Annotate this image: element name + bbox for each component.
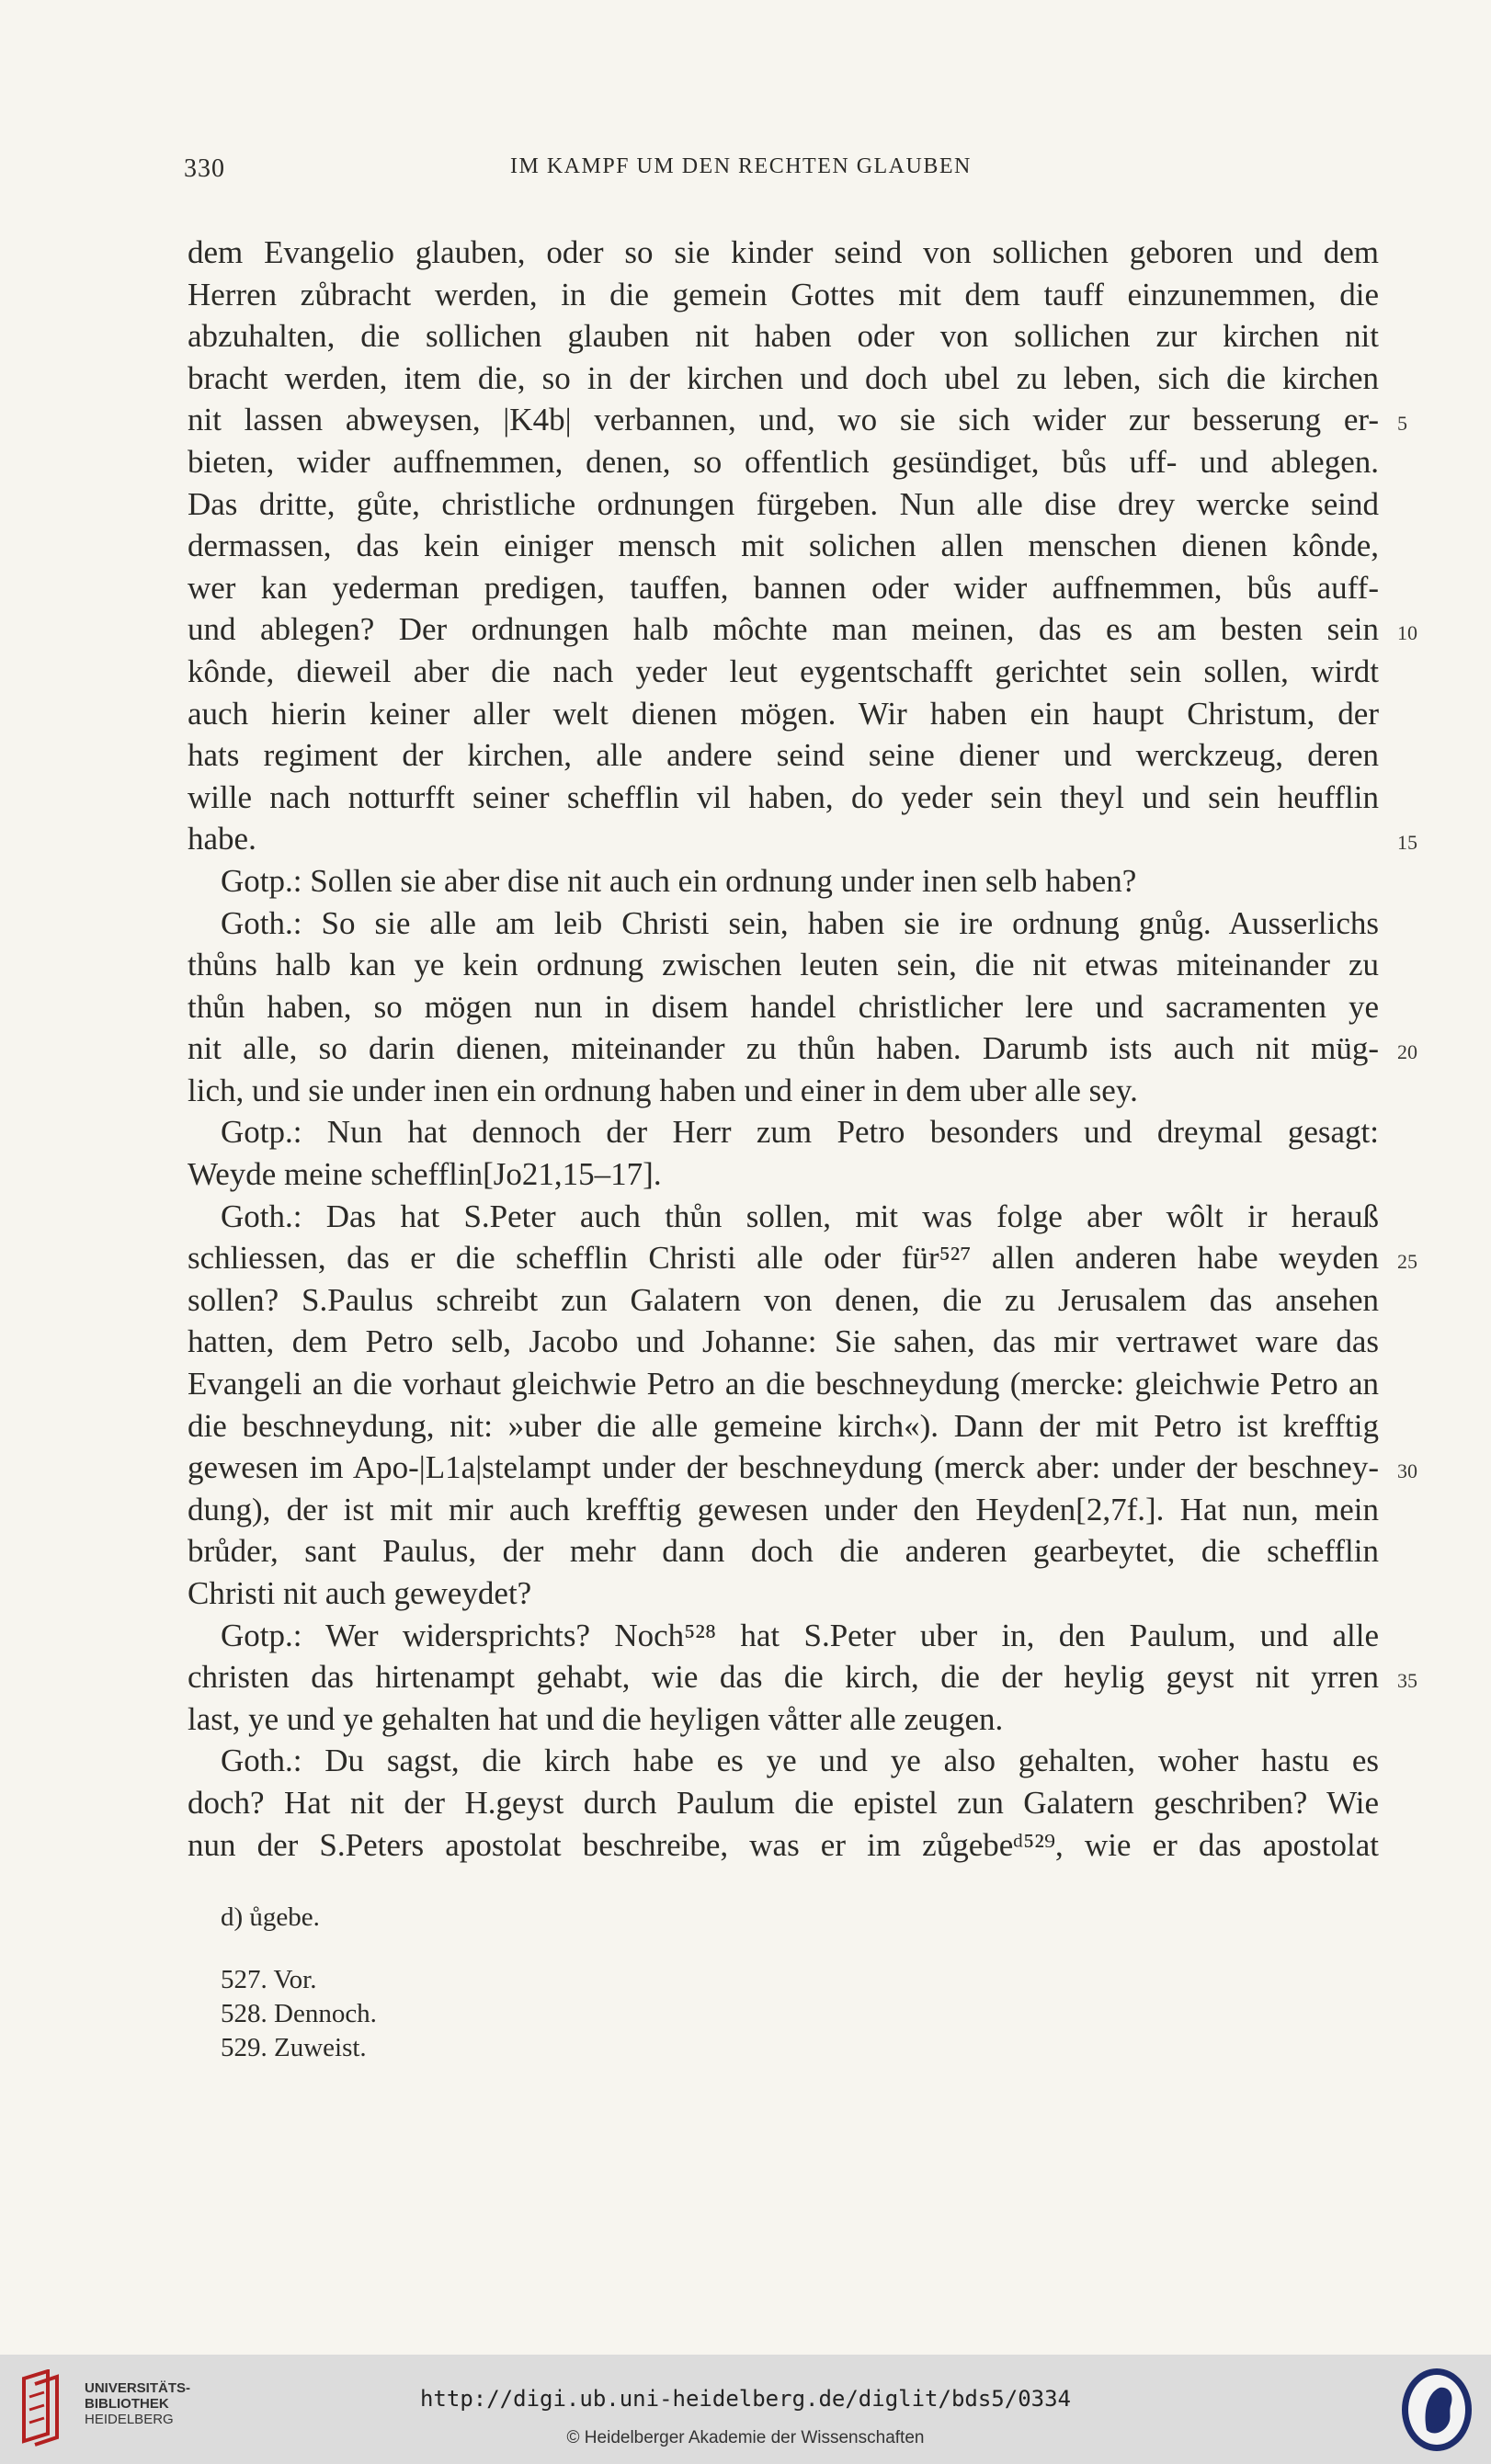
- text-line: Goth.: Das hat S.Peter auch thůn sollen, mit was folge aber wôlt ir herauß: [221, 1198, 1379, 1234]
- text-line: hatten, dem Petro selb, Jacobo und Johanne: Sie sahen, das mir vertrawet ware das: [188, 1323, 1379, 1360]
- text-line: doch? Hat nit der H.geyst durch Paulum die epistel zun Galatern geschriben? Wie: [188, 1784, 1379, 1821]
- text-line: nit alle, so darin dienen, miteinander zu thůn haben. Darumb ists auch nit müg-: [188, 1030, 1379, 1067]
- text-line: auch hierin keiner aller welt dienen mögen. Wir haben ein haupt Christum, der: [188, 695, 1379, 732]
- text-line: kônde, dieweil aber die nach yeder leut eygentschafft gerichtet sein sollen, wirdt: [188, 653, 1379, 689]
- text-line: hats regiment der kirchen, alle andere seind seine diener und werckzeug, deren: [188, 737, 1379, 774]
- line-number: 5: [1397, 412, 1407, 436]
- page-header: [184, 154, 1379, 191]
- running-title: IM KAMPF UM DEN RECHTEN GLAUBEN: [510, 154, 972, 178]
- footnote-528: 528. Dennoch.: [221, 1999, 377, 2028]
- text-line: Herren zůbracht werden, in die gemein Gottes mit dem tauff einzunemmen, die: [188, 276, 1379, 312]
- text-line: die beschneydung, nit: »uber die alle gemeine kirch«). Dann der mit Petro ist krefftig: [188, 1407, 1379, 1444]
- source-url-link[interactable]: http://digi.ub.uni-heidelberg.de/diglit/bds5/0334: [419, 2386, 1071, 2412]
- line-number: 25: [1397, 1250, 1417, 1274]
- text-line: christen das hirtenampt gehabt, wie das die kirch, die der heylig geyst nit yrren: [188, 1659, 1379, 1696]
- viewer-footer: [0, 2355, 1491, 2464]
- text-line: schliessen, das er die schefflin Christi alle oder für⁵²⁷ allen anderen habe weyden: [188, 1240, 1379, 1277]
- text-line: dem Evangelio glauben, oder so sie kinder seind von sollichen geboren und dem: [188, 234, 1379, 270]
- text-line: bieten, wider auffnemmen, denen, so offentlich gesündiget, bůs uff- und ablegen.: [188, 443, 1379, 480]
- text-line: Goth.: So sie alle am leib Christi sein, haben sie ire ordnung gnůg. Ausserlichs: [221, 904, 1379, 941]
- text-line: Christi nit auch geweydet?: [188, 1575, 532, 1611]
- text-line: bracht werden, item die, so in der kirchen und doch ubel zu leben, sich die kirchen: [188, 359, 1379, 396]
- text-line: thůns halb kan ye kein ordnung zwischen leuten sein, die nit etwas miteinander zu: [188, 947, 1379, 983]
- text-line: brůder, sant Paulus, der mehr dann doch die anderen gearbeytet, die schefflin: [188, 1533, 1379, 1570]
- academy-seal-icon: [1399, 2366, 1474, 2454]
- line-number: 20: [1397, 1040, 1417, 1064]
- text-line: dung), der ist mit mir auch krefftig gewesen under den Heyden[2,7f.]. Hat nun, mein: [188, 1491, 1379, 1527]
- text-line: Gotp.: Nun hat dennoch der Herr zum Petro besonders und dreymal gesagt:: [221, 1114, 1379, 1151]
- footnote-527: 527. Vor.: [221, 1965, 317, 1994]
- text-line: nit lassen abweysen, |K4b| verbannen, und, wo sie sich wider zur besserung er-: [188, 402, 1379, 438]
- body-text: [188, 232, 1379, 1866]
- text-line: nun der S.Peters apostolat beschreibe, was er im zůgebeᵈ⁵²⁹, wie er das apostolat: [188, 1826, 1379, 1863]
- text-line: Weyde meine schefflin[Jo21,15–17].: [188, 1156, 662, 1193]
- footnote-529: 529. Zuweist.: [221, 2033, 367, 2062]
- text-line: dermassen, das kein einiger mensch mit solichen allen menschen dienen kônde,: [188, 528, 1379, 564]
- line-number: 30: [1397, 1459, 1417, 1483]
- text-line: lich, und sie under inen ein ordnung haben und einer in dem uber alle sey.: [188, 1072, 1138, 1108]
- text-line: abzuhalten, die sollichen glauben nit haben oder von sollichen zur kirchen nit: [188, 318, 1379, 355]
- line-number: 10: [1397, 621, 1417, 645]
- footnote-list: [221, 1963, 377, 2065]
- text-line: und ablegen? Der ordnungen halb môchte man meinen, das es am besten sein: [188, 611, 1379, 648]
- copyright-notice: © Heidelberger Akademie der Wissenschaften: [566, 2428, 925, 2447]
- text-line: last, ye und ye gehalten hat und die heyligen våtter alle zeugen.: [188, 1700, 1004, 1737]
- text-line: Gotp.: Sollen sie aber dise nit auch ein ordnung under inen selb haben?: [221, 862, 1137, 899]
- text-line: habe.: [188, 821, 256, 857]
- text-line: thůn haben, so mögen nun in disem handel christlicher lere und sacramenten ye: [188, 988, 1379, 1025]
- text-line: Das dritte, gůte, christliche ordnungen fürgeben. Nun alle dise drey wercke seind: [188, 485, 1379, 522]
- text-line: gewesen im Apo-|L1a|stelampt under der beschneydung (merck aber: under der beschney-: [188, 1449, 1379, 1486]
- text-line: wille nach notturfft seiner schefflin vil haben, do yeder sein theyl und sein heufflin: [188, 778, 1379, 815]
- text-line: Evangeli an die vorhaut gleichwie Petro an die beschneydung (mercke: gleichwie Petro an: [188, 1366, 1379, 1402]
- text-line: wer kan yederman predigen, tauffen, bannen oder wider auffnemmen, bůs auff-: [188, 569, 1379, 606]
- text-line: sollen? S.Paulus schreibt zun Galatern von denen, die zu Jerusalem das ansehen: [188, 1281, 1379, 1318]
- text-line: Goth.: Du sagst, die kirch habe es ye und ye also gehalten, woher hastu es: [221, 1743, 1379, 1779]
- line-number: 15: [1397, 831, 1417, 855]
- text-line: Gotp.: Wer widersprichts? Noch⁵²⁸ hat S.Peter uber in, den Paulum, und alle: [221, 1617, 1379, 1653]
- footnote-d: d) ůgebe.: [221, 1902, 320, 1932]
- library-name: UNIVERSITÄTS- BIBLIOTHEK HEIDELBERG: [85, 2380, 191, 2427]
- page-number: 330: [184, 154, 225, 183]
- line-number: 35: [1397, 1669, 1417, 1693]
